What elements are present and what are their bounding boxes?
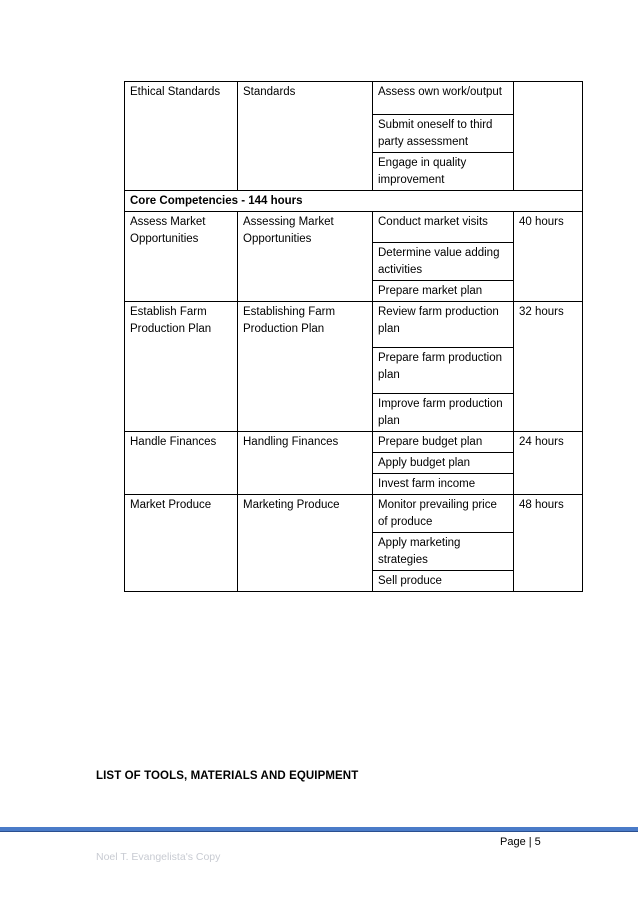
table-row xyxy=(125,302,583,348)
module-cell: Handling Finances xyxy=(238,432,373,495)
table-row xyxy=(125,432,583,453)
unit-cell: Assess Market Opportunities xyxy=(125,212,238,302)
module-cell: Establishing Farm Production Plan xyxy=(238,302,373,432)
unit-cell: Establish Farm Production Plan xyxy=(125,302,238,432)
unit-cell: Market Produce xyxy=(125,495,238,592)
module-cell: Standards xyxy=(238,82,373,191)
hours-cell: 40 hours xyxy=(514,212,583,302)
unit-cell: Handle Finances xyxy=(125,432,238,495)
outcome-cell: Improve farm production plan xyxy=(373,394,514,432)
page-number: Page | 5 xyxy=(500,836,541,848)
outcome-cell: Engage in quality improvement xyxy=(373,153,514,191)
curriculum-table xyxy=(124,81,583,592)
outcome-cell: Assess own work/output xyxy=(373,82,514,115)
outcome-cell: Monitor prevailing price of produce xyxy=(373,495,514,533)
outcome-cell: Determine value adding activities xyxy=(373,243,514,281)
watermark-text: Noel T. Evangelista's Copy xyxy=(96,851,221,863)
outcome-cell: Review farm production plan xyxy=(373,302,514,348)
outcome-cell: Submit oneself to third party assessment xyxy=(373,115,514,153)
section-header-row xyxy=(125,191,583,212)
table-row xyxy=(125,495,583,533)
outcome-cell: Prepare market plan xyxy=(373,281,514,302)
hours-cell: 24 hours xyxy=(514,432,583,495)
unit-cell: Ethical Standards xyxy=(125,82,238,191)
outcome-cell: Prepare budget plan xyxy=(373,432,514,453)
hours-cell: 32 hours xyxy=(514,302,583,432)
outcome-cell: Sell produce xyxy=(373,571,514,592)
module-cell: Marketing Produce xyxy=(238,495,373,592)
outcome-cell: Invest farm income xyxy=(373,474,514,495)
module-cell: Assessing Market Opportunities xyxy=(238,212,373,302)
table-row xyxy=(125,82,583,115)
outcome-cell: Prepare farm production plan xyxy=(373,348,514,394)
section-header-cell: Core Competencies - 144 hours xyxy=(125,191,583,212)
section-heading: LIST OF TOOLS, MATERIALS AND EQUIPMENT xyxy=(96,770,359,782)
hours-cell: 48 hours xyxy=(514,495,583,592)
table-row xyxy=(125,212,583,243)
footer-rule-shadow xyxy=(0,831,638,832)
outcome-cell: Apply marketing strategies xyxy=(373,533,514,571)
outcome-cell: Apply budget plan xyxy=(373,453,514,474)
outcome-cell: Conduct market visits xyxy=(373,212,514,243)
hours-cell xyxy=(514,82,583,191)
